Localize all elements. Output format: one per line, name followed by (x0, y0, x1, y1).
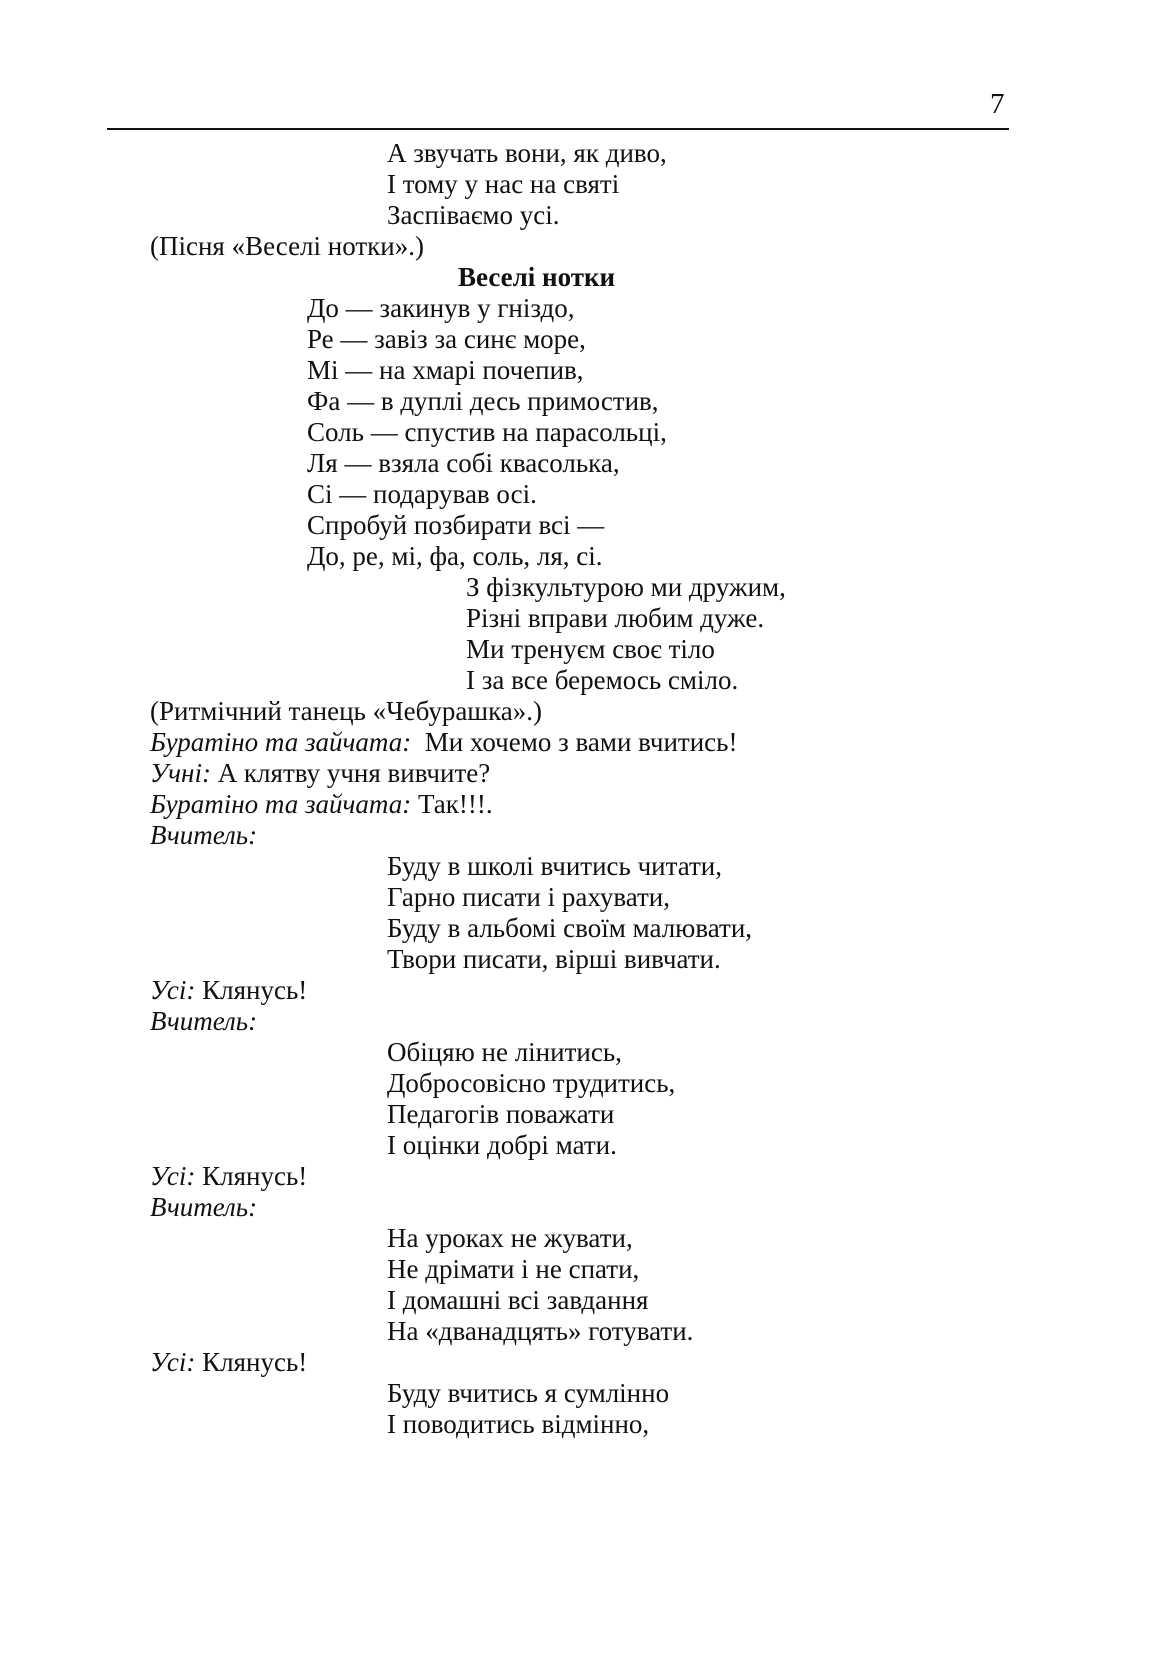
verse-line: Не дрімати і не спати, (387, 1254, 640, 1284)
verse-line: І домашні всі завдання (387, 1285, 649, 1315)
verse-line: Твори писати, вірші вивчати. (387, 944, 721, 974)
verse-line: І оцінки добрі мати. (387, 1130, 617, 1160)
verse-line: На «дванадцять» готувати. (387, 1316, 694, 1346)
speaker: Усі: (150, 1347, 196, 1377)
page-number: 7 (990, 88, 1005, 120)
verse-line: Спробуй позбирати всі — (307, 510, 605, 540)
dialog-text: Клянусь! (202, 975, 308, 1005)
verse-line: Буду в альбомі своїм малювати, (387, 913, 753, 943)
stage-direction: (Пісня «Веселі нотки».) (150, 231, 424, 261)
verse-line: Ля — взяла собі квасолька, (307, 448, 620, 478)
dialog-text: А клятву учня вивчите? (210, 758, 491, 788)
verse-line: Педагогів поважати (387, 1099, 615, 1129)
dialog-line (150, 975, 307, 1006)
speaker: Вчитель: (150, 1192, 258, 1222)
verse-line: Буду в школі вчитись читати, (387, 851, 723, 881)
dialog-text: Так!!!. (411, 789, 493, 819)
verse-line: Гарно писати і рахувати, (387, 882, 670, 912)
dialog-line (150, 789, 493, 820)
verse-line: Соль — спустив на парасольці, (307, 417, 667, 447)
dialog-text: Ми хочемо з вами вчитись! (411, 727, 738, 757)
verse-line: Добросовісно трудитись, (387, 1068, 676, 1098)
dialog-line (150, 727, 737, 758)
speaker: Буратіно та зайчата: (150, 727, 412, 757)
verse-line: До, ре, мі, фа, соль, ля, сі. (307, 541, 603, 571)
verse-line: На уроках не жувати, (387, 1223, 633, 1253)
verse-line: Фа — в дуплі десь примостив, (307, 386, 659, 416)
verse-line: А звучать вони, як диво, (387, 138, 667, 168)
verse-line: Мі — на хмарі почепив, (307, 355, 584, 385)
verse-line: Буду вчитись я сумлінно (387, 1378, 670, 1408)
dialog-text: Клянусь! (202, 1347, 308, 1377)
verse-line: До — закинув у гніздо, (307, 293, 575, 323)
verse-line: З фізкультурою ми дружим, (466, 572, 786, 602)
verse-line: Заспіваємо усі. (387, 200, 560, 230)
verse-line: Обіцяю не лінитись, (387, 1037, 622, 1067)
speaker: Учні: (150, 758, 211, 788)
song-title: Веселі нотки (458, 262, 616, 292)
speaker: Буратіно та зайчата: (150, 789, 412, 819)
header-rule (107, 128, 1009, 130)
verse-line: Ре — завіз за синє море, (307, 324, 586, 354)
speaker: Вчитель: (150, 1006, 258, 1036)
verse-line: Сі — подарував осі. (307, 479, 537, 509)
speaker: Вчитель: (150, 820, 258, 850)
dialog-line (150, 1161, 307, 1192)
dialog-text: Клянусь! (202, 1161, 308, 1191)
dialog-line (150, 758, 490, 789)
dialog-line (150, 1347, 307, 1378)
verse-line: І поводитись відмінно, (387, 1409, 650, 1439)
verse-line: Різні вправи любим дуже. (466, 603, 765, 633)
verse-line: І тому у нас на святі (387, 169, 620, 199)
speaker: Усі: (150, 1161, 196, 1191)
stage-direction: (Ритмічний танець «Чебурашка».) (150, 696, 543, 726)
verse-line: Ми тренуєм своє тіло (466, 634, 715, 664)
verse-line: І за все беремось сміло. (466, 665, 739, 695)
speaker: Усі: (150, 975, 196, 1005)
